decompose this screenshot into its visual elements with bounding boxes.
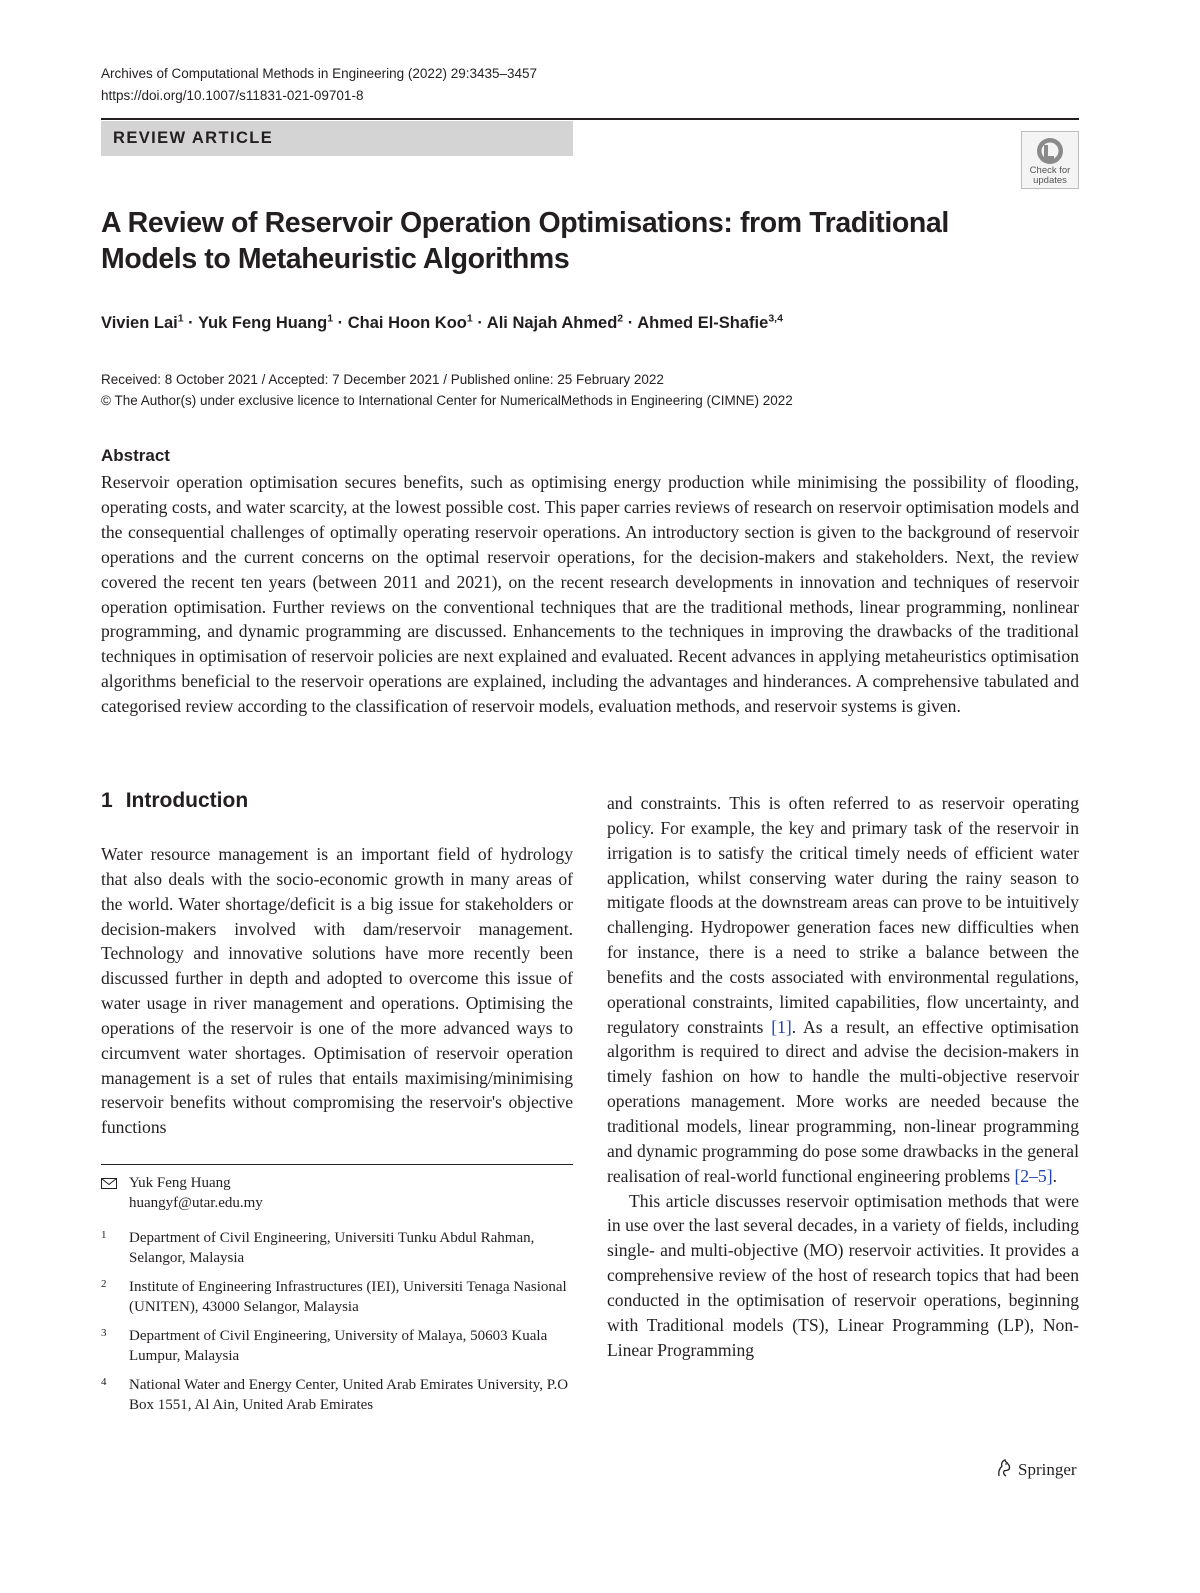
- section-title: Introduction: [125, 789, 249, 812]
- affiliation-text: Institute of Engineering Infrastructures (IEI), Universiti Tenaga Nasional (UNITEN), 43000 Selangor, Malaysia: [129, 1279, 567, 1315]
- publication-info: [101, 369, 793, 411]
- abstract-heading: Abstract: [101, 446, 170, 465]
- corresponding-author: [101, 1173, 573, 1213]
- publisher-name: Springer: [1018, 1460, 1077, 1479]
- abstract-text: Reservoir operation optimisation secures benefits, such as optimising energy production while minimising the possibility of flooding, operating costs, and water scarcity, at the lowest possible cost. This paper carries reviews of research on reservoir optimisation models and the consequential challenges of optimally operating reservoir operations. An introductory section is given to the background of reservoir operations and the current concerns on the optimal reservoir operations, for the decision-makers and stakeholders. Next, the review covered the recent ten years (between 2011 and 2021), on the recent research developments in innovation and techniques of reservoir operation optimisation. Further reviews on the conventional techniques that are the traditional methods, linear programming, nonlinear programming, and dynamic programming are discussed. Enhancements to the techniques in improving the drawbacks of the traditional techniques in optimisation of reservoir policies are next explained and evaluated. Recent advances in applying metaheuristics optimisation algorithms beneficial to the reservoir operations are explained, including the advantages and hinderances. A comprehensive tabulated and categorised review according to the classification of reservoir models, evaluation methods, and reservoir systems is given.: [101, 472, 1079, 717]
- affiliation-text: Department of Civil Engineering, Universiti Tunku Abdul Rahman, Selangor, Malaysia: [129, 1230, 535, 1266]
- article-type-banner: REVIEW ARTICLE: [101, 121, 573, 156]
- corresponding-author-email[interactable]: huangyf@utar.edu.my: [129, 1195, 263, 1211]
- journal-name: Archives of Computational Methods in Engineering (2022) 29:3435–3457: [101, 66, 538, 81]
- copyright-notice: © The Author(s) under exclusive licence to International Center for NumericalMethods in Engineering (CIMNE) 2022: [101, 393, 793, 408]
- section-number: 1: [101, 789, 113, 812]
- corresponding-author-name: Yuk Feng Huang: [129, 1175, 231, 1191]
- paragraph-text: .: [1052, 1165, 1057, 1186]
- footnote-mark: 3: [101, 1327, 107, 1339]
- footnote-mark: 2: [101, 1278, 107, 1290]
- springer-horse-icon: [994, 1458, 1014, 1478]
- citation-link[interactable]: [1]: [771, 1016, 792, 1037]
- author-name[interactable]: Vivien Lai: [101, 314, 178, 332]
- envelope-icon: [101, 1178, 117, 1189]
- body-column-left: [101, 842, 573, 1140]
- journal-citation: [101, 63, 537, 107]
- affiliation-footnote: [101, 1375, 573, 1415]
- author-name[interactable]: Ali Najah Ahmed: [486, 314, 618, 332]
- body-paragraph: Water resource management is an important field of hydrology that also deals with the socio-economic growth in many areas of the world. Water shortage/deficit is a big issue for stakeholders or decision-makers involved with dam/reservoir management. Technology and innovative solutions have more recently been discussed further in depth and adopted to overcome this issue of water usage in river management and operations. Optimising the operations of the reservoir is one of the more advanced ways to circumvent water shortages. Optimisation of reservoir operation management is a set of rules that entails maximising/minimising reservoir benefits without compromising the reservoir's objective functions: [101, 844, 573, 1138]
- check-for-updates-icon: [1035, 136, 1065, 166]
- author-name[interactable]: Ahmed El-Shafie: [637, 314, 769, 332]
- author-affiliation-mark: 3,4: [768, 312, 783, 325]
- check-badge-line1: Check for: [1029, 165, 1071, 176]
- affiliation-text: Department of Civil Engineering, University of Malaya, 50603 Kuala Lumpur, Malaysia: [129, 1328, 548, 1364]
- author-affiliation-mark: 1: [177, 312, 184, 325]
- footnotes: [101, 1173, 573, 1424]
- body-column-right: [607, 791, 1079, 1362]
- author-affiliation-mark: 1: [466, 312, 473, 325]
- footnote-mark: 1: [101, 1229, 107, 1241]
- affiliation-footnote: [101, 1326, 573, 1366]
- affiliation-footnote: [101, 1228, 573, 1268]
- author-affiliation-mark: 1: [327, 312, 334, 325]
- check-for-updates-badge[interactable]: [1021, 131, 1079, 189]
- body-paragraph: [607, 791, 1079, 1189]
- author-affiliation-mark: 2: [617, 312, 624, 325]
- publication-dates: Received: 8 October 2021 / Accepted: 7 December 2021 / Published online: 25 February 2022: [101, 372, 664, 387]
- affiliation-footnote: [101, 1277, 573, 1317]
- author-name[interactable]: Yuk Feng Huang: [197, 314, 328, 332]
- author-list: Vivien Lai$^1$ · Yuk Feng Huang$^1$ · Chai Hoon Koo$^1$ · Ali Najah Ahmed$^2$ · Ahmed El-Shafie$^{3,4}$: [101, 312, 783, 332]
- doi-link[interactable]: https://doi.org/10.1007/s11831-021-09701-8: [101, 88, 364, 103]
- article-title: A Review of Reservoir Operation Optimisations: from Traditional Models to Metaheuristic Algorithms: [101, 207, 949, 275]
- affiliation-text: National Water and Energy Center, United Arab Emirates University, P.O Box 1551, Al Ain, United Arab Emirates: [129, 1377, 569, 1413]
- author-name[interactable]: Chai Hoon Koo: [347, 314, 467, 332]
- section-heading-introduction: [101, 789, 248, 813]
- footnote-rule: [101, 1164, 573, 1165]
- publisher-logo: [994, 1458, 1077, 1481]
- header-rule: [101, 118, 1079, 120]
- check-badge-line2: updates: [1033, 175, 1067, 186]
- paragraph-text: . As a result, an effective optimisation algorithm is required to direct and advise the decision-makers in timely fashion on how to handle the multi-objective reservoir operations management. More works are needed because the traditional models, linear programming, non-linear programming and dynamic programming do pose some drawbacks in the general realisation of real-world functional engineering problems: [607, 1016, 1079, 1186]
- paragraph-text: and constraints. This is often referred to as reservoir operating policy. For example, the key and primary task of the reservoir in irrigation is to satisfy the critical timely needs of efficient water application, whilst conserving water during the rainy season to mitigate floods at the downstream areas can prove to be intuitively challenging. Hydropower generation faces new difficulties when for instance, there is a need to strike a balance between the benefits and the costs associated with environmental regulations, operational constraints, limited capabilities, flow uncertainty, and regulatory constraints: [607, 793, 1079, 1037]
- body-paragraph: This article discusses reservoir optimisation methods that were in use over the last several decades, in a variety of fields, including single- and multi-objective (MO) reservoir activities. It provides a comprehensive review of the host of research topics that had been conducted in the optimisation of reservoir operations, beginning with Traditional models (TS), Linear Programming (LP), Non-Linear Programming: [607, 1190, 1079, 1360]
- footnote-mark: 4: [101, 1376, 107, 1388]
- citation-link[interactable]: [2–5]: [1014, 1165, 1053, 1186]
